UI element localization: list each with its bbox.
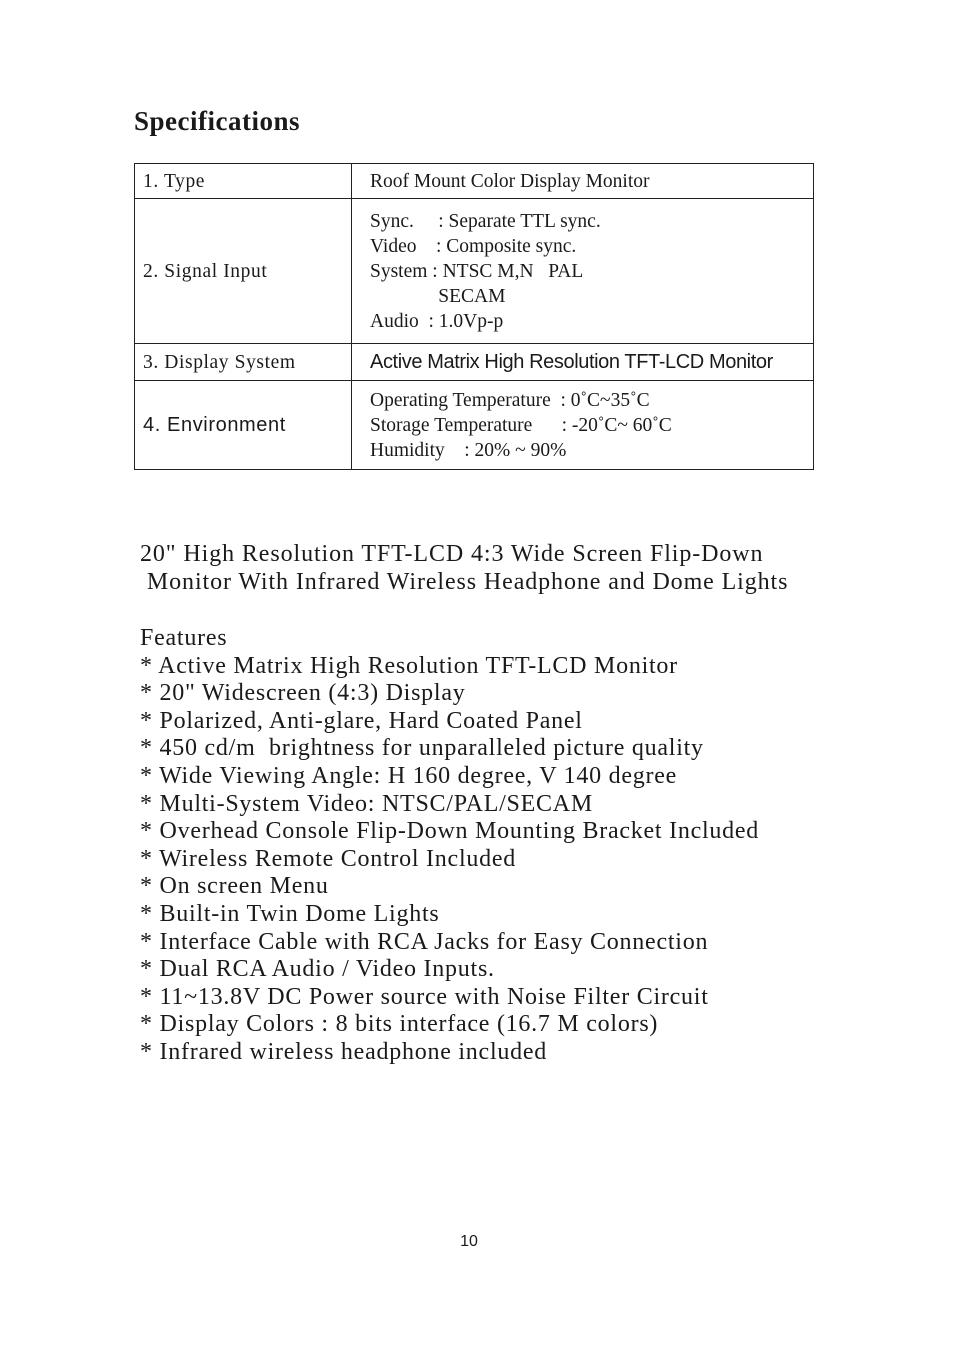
specifications-table bbox=[134, 163, 814, 470]
feature-item: * Dual RCA Audio / Video Inputs. bbox=[140, 956, 495, 983]
spec-row-type bbox=[135, 164, 814, 199]
feature-item: * Wide Viewing Angle: H 160 degree, V 140 degree bbox=[140, 762, 678, 789]
page-number: 10 bbox=[460, 1233, 478, 1250]
feature-item: * Built-in Twin Dome Lights bbox=[140, 900, 440, 927]
spec-value-type: Roof Mount Color Display Monitor bbox=[352, 164, 814, 199]
signal-system-line: System : NTSC M,N PAL bbox=[370, 260, 584, 282]
feature-item: * On screen Menu bbox=[140, 873, 329, 900]
feature-item: * Infrared wireless headphone included bbox=[140, 1038, 548, 1065]
spec-value-signal-input bbox=[352, 199, 814, 344]
spec-row-signal-input bbox=[135, 199, 814, 344]
features-heading: Features bbox=[140, 625, 228, 651]
env-humidity-line: Humidity : 20% ~ 90% bbox=[370, 439, 567, 461]
feature-item: * 11~13.8V DC Power source with Noise Filter Circuit bbox=[140, 983, 709, 1010]
spec-label-display-system: 3. Display System bbox=[135, 344, 352, 381]
spec-row-display-system bbox=[135, 344, 814, 381]
product-title-line-2: Monitor With Infrared Wireless Headphone and Dome Lights bbox=[140, 568, 789, 595]
product-title bbox=[140, 541, 788, 596]
feature-item: * Active Matrix High Resolution TFT-LCD Monitor bbox=[140, 652, 678, 679]
signal-system-secam-line: SECAM bbox=[370, 285, 506, 307]
env-storage-temp-line: Storage Temperature : -20˚C~ 60˚C bbox=[370, 414, 672, 436]
spec-label-type: 1. Type bbox=[135, 164, 352, 199]
signal-video-line: Video : Composite sync. bbox=[370, 235, 577, 257]
page-title: Specifications bbox=[134, 106, 300, 136]
product-title-line-1: 20" High Resolution TFT-LCD 4:3 Wide Screen Flip-Down bbox=[140, 541, 764, 567]
signal-sync-line: Sync. : Separate TTL sync. bbox=[370, 210, 601, 232]
signal-audio-line: Audio : 1.0Vp-p bbox=[370, 310, 504, 332]
spec-value-environment bbox=[352, 381, 814, 470]
features-list bbox=[140, 653, 759, 1067]
feature-item: * Multi-System Video: NTSC/PAL/SECAM bbox=[140, 790, 593, 817]
feature-item: * Overhead Console Flip-Down Mounting Bracket Included bbox=[140, 818, 760, 845]
spec-row-environment bbox=[135, 381, 814, 470]
feature-item: * 20" Widescreen (4:3) Display bbox=[140, 680, 466, 707]
features-section bbox=[140, 625, 759, 1067]
feature-item: * Display Colors : 8 bits interface (16.7 M colors) bbox=[140, 1011, 659, 1038]
feature-item: * Wireless Remote Control Included bbox=[140, 845, 517, 872]
spec-label-environment: 4. Environment bbox=[135, 381, 352, 470]
feature-item: * Polarized, Anti-glare, Hard Coated Panel bbox=[140, 707, 583, 734]
spec-label-signal-input: 2. Signal Input bbox=[135, 199, 352, 344]
feature-item: * Interface Cable with RCA Jacks for Easy Connection bbox=[140, 928, 709, 955]
spec-value-display-system: Active Matrix High Resolution TFT-LCD Monitor bbox=[352, 344, 814, 381]
env-operating-temp-line: Operating Temperature : 0˚C~35˚C bbox=[370, 389, 650, 411]
feature-item: * 450 cd/m brightness for unparalleled picture quality bbox=[140, 735, 704, 762]
